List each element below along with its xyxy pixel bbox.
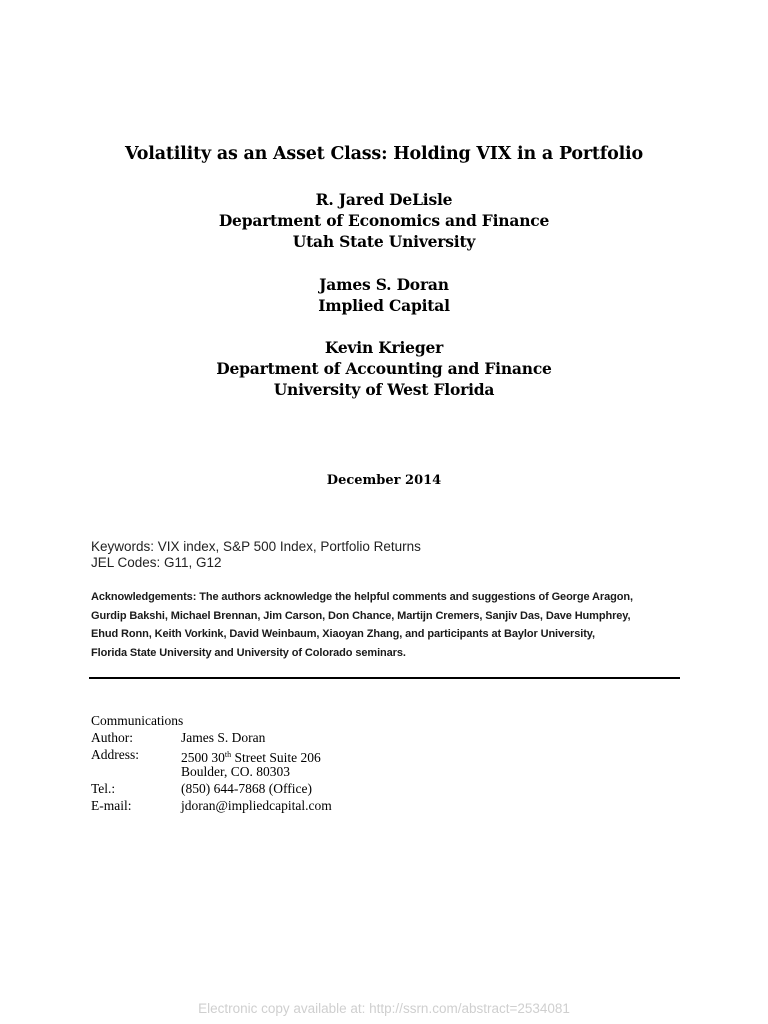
author-block-krieger (0, 337, 768, 400)
author-affiliation: Department of Accounting and Finance (216, 359, 552, 378)
address-label: Address: (91, 747, 139, 762)
address-row-2 (91, 763, 332, 780)
acknowledgements (91, 588, 691, 662)
keywords: Keywords: VIX index, S&P 500 Index, Portfolio Returns (91, 539, 421, 554)
author-value: James S. Doran (181, 730, 266, 745)
paper-date: December 2014 (326, 473, 442, 488)
author-affiliation: Department of Economics and Finance (218, 211, 550, 230)
author-label: Author: (91, 730, 133, 745)
author-affiliation: Utah State University (292, 232, 476, 251)
author-name: R. Jared DeLisle (315, 190, 453, 209)
keywords-block (91, 539, 421, 571)
address-line2: Boulder, CO. 80303 (181, 764, 290, 779)
tel-label: Tel.: (91, 781, 116, 796)
ack-line: Florida State University and University of Colorado seminars. (91, 646, 406, 659)
author-row (91, 729, 332, 746)
address-row (91, 746, 332, 763)
address-value: 2500 30th Street Suite 206 (181, 750, 321, 765)
communications-block (91, 712, 332, 814)
author-affiliation: University of West Florida (273, 380, 495, 399)
tel-value: (850) 644-7868 (Office) (181, 781, 312, 796)
tel-row (91, 780, 332, 797)
ack-line: Gurdip Bakshi, Michael Brennan, Jim Carson, Don Chance, Martijn Cremers, Sanjiv Das, Dave Humphrey, (91, 609, 631, 622)
author-block-doran (0, 274, 768, 316)
horizontal-divider (89, 677, 680, 679)
email-row (91, 797, 332, 814)
communications-heading: Communications (91, 713, 184, 728)
ack-line: Acknowledgements: The authors acknowledge the helpful comments and suggestions of George Aragon, (91, 591, 633, 603)
author-name: Kevin Krieger (324, 338, 444, 357)
jel-codes: JEL Codes: G11, G12 (91, 555, 222, 570)
author-affiliation: Implied Capital (318, 296, 450, 315)
email-value[interactable]: jdoran@impliedcapital.com (181, 798, 332, 813)
ack-line: Ehud Ronn, Keith Vorkink, David Weinbaum, Xiaoyan Zhang, and participants at Baylor University, (91, 628, 595, 640)
ssrn-footer[interactable]: Electronic copy available at: http://ssrn.com/abstract=2534081 (198, 1001, 570, 1016)
author-name: James S. Doran (319, 275, 449, 294)
paper-title: Volatility as an Asset Class: Holding VIX in a Portfolio (125, 144, 643, 164)
email-label: E-mail: (91, 798, 132, 813)
author-block-delisle (0, 189, 768, 252)
